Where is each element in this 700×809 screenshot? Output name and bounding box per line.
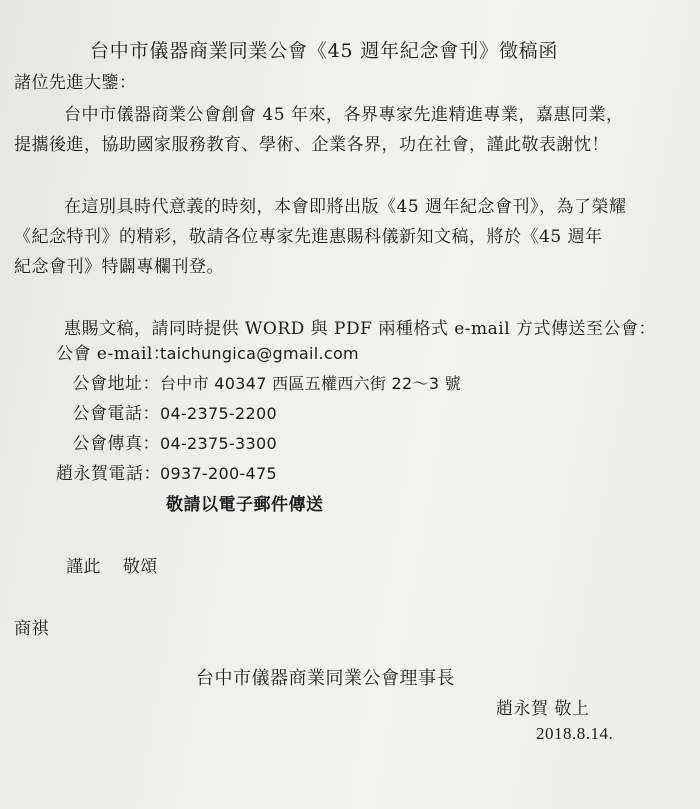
- closing: [66, 556, 158, 578]
- salutation: 諸位先進大鑒：: [14, 73, 137, 93]
- contact-address-row: [56, 373, 461, 395]
- contact-label: 公會 e-mail：: [56, 344, 171, 364]
- contact-fax-value: 04-2375-3300: [160, 434, 277, 453]
- contact-label: 公會地址：: [72, 374, 160, 394]
- contact-email-row: [56, 343, 359, 365]
- contact-intro: 惠賜文稿，請同時提供 WORD 與 PDF 兩種格式 e-mail 方式傳送至公會：: [64, 319, 657, 339]
- contact-label: 趙永賀電話：: [56, 464, 161, 484]
- letter-title: 台中市儀器商業同業公會《45 週年紀念會刊》徵稿函: [90, 40, 559, 62]
- signature-organization: 台中市儀器商業同業公會理事長: [196, 668, 455, 689]
- contact-mobile-row: [56, 463, 277, 485]
- paragraph2-line1: 在這別具時代意義的時刻，本會即將出版《45 週年紀念會刊》，為了榮耀: [64, 197, 627, 217]
- contact-email-value: taichungica@gmail.com: [160, 344, 359, 363]
- closing-blessing: 商祺: [14, 619, 49, 639]
- closing-word-1: 謹此: [66, 557, 101, 577]
- signature-date: 2018.8.14.: [536, 724, 614, 743]
- contact-fax-row: [56, 433, 277, 455]
- paragraph2-line2: 《紀念特刊》的精彩，敬請各位專家先進惠賜科儀新知文稿，將於《45 週年: [14, 227, 603, 247]
- contact-label: 公會電話：: [72, 404, 160, 424]
- contact-label: 公會傳真：: [72, 434, 160, 454]
- contact-mobile-value: 0937-200-475: [160, 464, 277, 483]
- contact-phone-row: [56, 403, 277, 425]
- signature-name: 趙永賀 敬上: [496, 699, 590, 719]
- paragraph1-line1: 台中市儀器商業公會創會 45 年來，各界專家先進精進專業，嘉惠同業，: [64, 105, 624, 125]
- contact-phone-value: 04-2375-2200: [160, 404, 277, 423]
- contact-address-value: 台中市 40347 西區五權西六街 22～3 號: [160, 374, 461, 393]
- paragraph2-line3: 紀念會刊》特闢專欄刊登。: [14, 257, 224, 277]
- email-note: 敬請以電子郵件傳送: [166, 495, 324, 515]
- closing-word-2: 敬頌: [123, 557, 158, 577]
- paragraph1-line2: 提攜後進，協助國家服務教育、學術、企業各界，功在社會，謹此敬表謝忱！: [14, 135, 609, 155]
